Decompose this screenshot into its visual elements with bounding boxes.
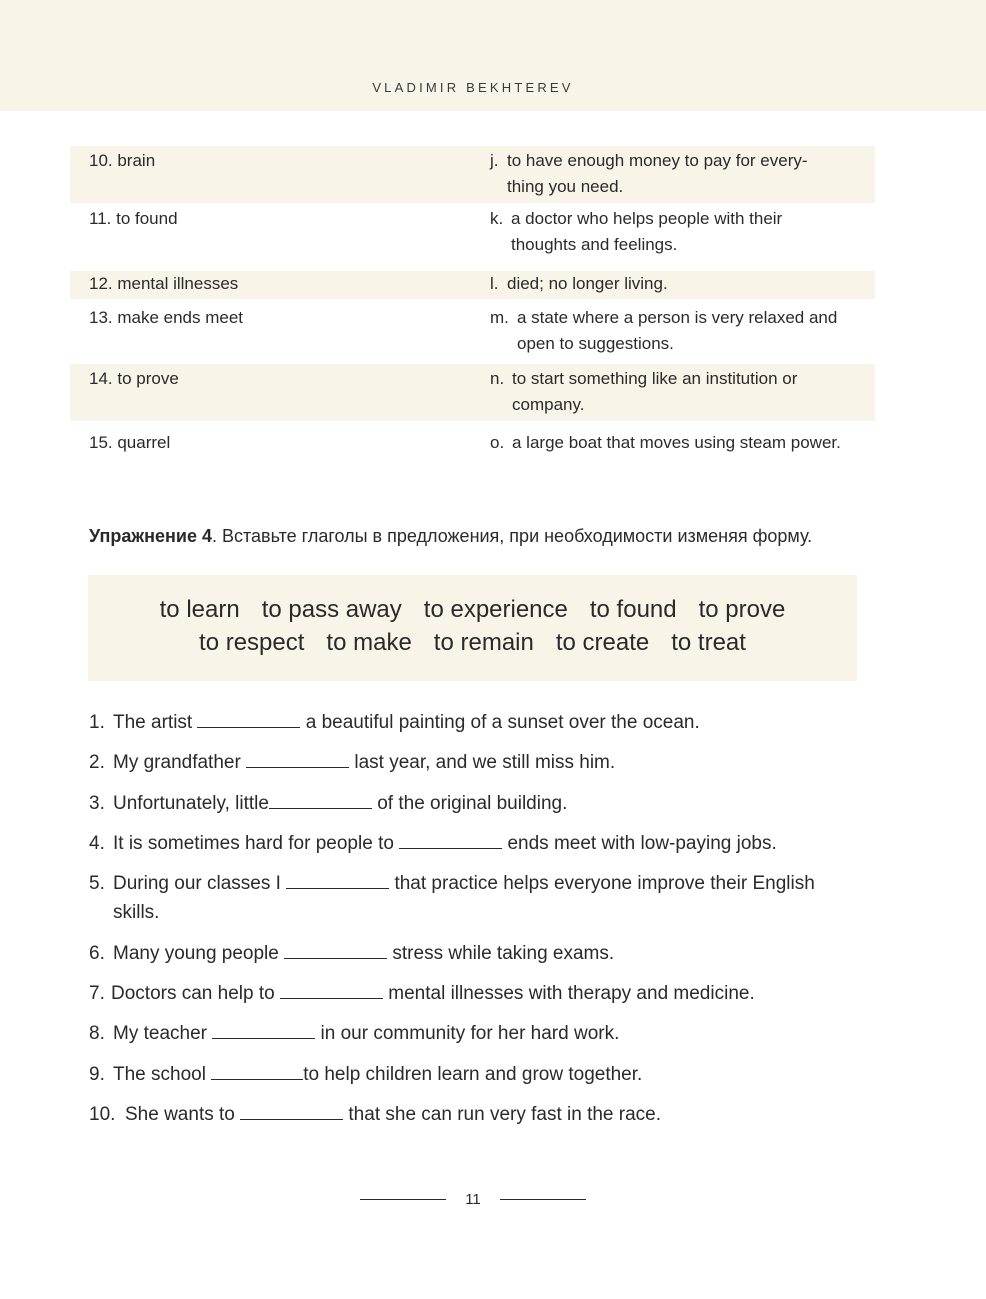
vocab-letter: l.: [490, 274, 499, 293]
sentence-item: [89, 748, 859, 777]
sentence-text-after: in our community for her hard work.: [315, 1023, 620, 1044]
sentence-text-after: stress while taking exams.: [387, 943, 615, 964]
sentence-text-after: mental illnesses with therapy and medicine.: [382, 983, 755, 1004]
vocab-term: 11. to found: [89, 209, 178, 228]
word-bank-row: [88, 626, 857, 659]
page-footer: [360, 1187, 586, 1215]
vocab-def-line: died; no longer living.: [507, 274, 668, 293]
sentence-text-after: that practice helps everyone improve their English skills.: [113, 873, 815, 923]
sentence-number: 5.: [89, 873, 105, 894]
sentence-item: [89, 1019, 859, 1048]
vocab-term: 14. to prove: [89, 369, 179, 388]
vocab-letter: j.: [490, 151, 499, 170]
answer-blank: [197, 709, 300, 728]
vocab-def-line: open to suggestions.: [517, 334, 674, 353]
sentence-text-after: that she can run very fast in the race.: [343, 1104, 662, 1125]
vocab-def-line: a doctor who helps people with their: [511, 209, 783, 228]
word-bank: [88, 575, 857, 681]
sentence-text-after: last year, and we still miss him.: [349, 752, 616, 773]
word-bank-item: to pass away: [261, 596, 402, 623]
vocab-def-line: to have enough money to pay for every-: [507, 151, 808, 170]
vocab-definition: [490, 148, 865, 200]
word-bank-item: to respect: [199, 629, 305, 656]
vocab-row: [70, 421, 875, 461]
answer-blank: [399, 830, 502, 849]
vocab-letter: o.: [490, 433, 505, 452]
header-band: [0, 0, 986, 111]
sentence-number: 7.: [89, 983, 105, 1004]
sentence-item: [89, 869, 859, 927]
exercise-heading: [89, 522, 812, 550]
sentence-number: 10.: [89, 1104, 116, 1125]
sentence-text-after: of the original building.: [371, 793, 568, 814]
answer-blank: [286, 870, 389, 889]
vocab-letter: k.: [490, 209, 504, 228]
sentence-item: [89, 1100, 859, 1129]
sentence-number: 8.: [89, 1023, 105, 1044]
vocab-term: 10. brain: [89, 151, 156, 170]
page-number: 11: [465, 1191, 481, 1208]
vocab-row: [70, 271, 875, 299]
sentence-text-after: ends meet with low-paying jobs.: [502, 833, 777, 854]
vocab-def-line: company.: [512, 395, 585, 414]
vocab-row: [70, 146, 875, 203]
answer-blank: [240, 1101, 343, 1120]
vocab-letter: m.: [490, 308, 509, 327]
sentence-text-after: to help children learn and grow together.: [303, 1064, 643, 1085]
sentence-text-before: During our classes I: [113, 873, 287, 894]
sentence-item: [89, 789, 859, 818]
vocab-term: 15. quarrel: [89, 433, 171, 452]
sentence-item: [89, 939, 859, 968]
sentence-item: [89, 979, 859, 1008]
vocab-definition: [490, 305, 865, 357]
sentence-number: 2.: [89, 752, 105, 773]
sentence-text-before: Many young people: [113, 943, 285, 964]
vocab-def-line: to start something like an institution or: [512, 369, 798, 388]
sentence-number: 9.: [89, 1064, 105, 1085]
vocab-def-line: thing you need.: [507, 177, 624, 196]
sentence-text-before: She wants to: [125, 1104, 241, 1125]
word-bank-row: [88, 593, 857, 626]
answer-blank: [211, 1061, 303, 1080]
sentence-number: 1.: [89, 712, 105, 733]
word-bank-item: to create: [555, 629, 650, 656]
word-bank-item: to prove: [698, 596, 786, 623]
vocab-term: 12. mental illnesses: [89, 274, 239, 293]
vocab-definition: [490, 430, 865, 456]
sentence-text-before: The school: [113, 1064, 212, 1085]
vocab-definition: [490, 366, 865, 418]
vocab-row: [70, 203, 875, 271]
sentence-number: 3.: [89, 793, 105, 814]
vocab-letter: n.: [490, 369, 505, 388]
answer-blank: [269, 790, 372, 809]
sentence-number: 6.: [89, 943, 105, 964]
word-bank-item: to remain: [433, 629, 534, 656]
vocab-term: 13. make ends meet: [89, 308, 244, 327]
sentence-text-after: a beautiful painting of a sunset over the ocean.: [300, 712, 700, 733]
word-bank-item: to treat: [671, 629, 746, 656]
vocab-row: [70, 364, 875, 421]
sentence-text-before: My grandfather: [113, 752, 247, 773]
word-bank-item: to learn: [159, 596, 240, 623]
sentence-text-before: It is sometimes hard for people to: [113, 833, 400, 854]
running-header-author: VLADIMIR BEKHTEREV: [372, 80, 574, 95]
answer-blank: [284, 940, 387, 959]
vocab-row: [70, 299, 875, 364]
sentence-text-before: My teacher: [113, 1023, 213, 1044]
sentence-item: [89, 708, 859, 737]
vocab-def-line: thoughts and feelings.: [511, 235, 678, 254]
answer-blank: [280, 980, 383, 999]
vocab-def-line: a large boat that moves using steam power.: [512, 433, 841, 452]
footer-rule-right: [500, 1199, 586, 1200]
sentence-text-before: The artist: [113, 712, 198, 733]
vocab-table: [70, 146, 875, 461]
answer-blank: [246, 749, 349, 768]
exercise-instruction: . Вставьте глаголы в предложения, при необходимости изменяя форму.: [212, 526, 813, 546]
answer-blank: [212, 1020, 315, 1039]
vocab-definition: [490, 271, 865, 297]
word-bank-item: to experience: [423, 596, 568, 623]
vocab-definition: [490, 206, 865, 258]
exercise-label: Упражнение 4: [89, 526, 212, 546]
sentence-item: [89, 829, 859, 858]
sentence-text-before: Unfortunately, little: [113, 793, 269, 814]
word-bank-item: to found: [589, 596, 677, 623]
sentence-item: [89, 1060, 859, 1089]
sentence-number: 4.: [89, 833, 105, 854]
sentence-text-before: Doctors can help to: [111, 983, 280, 1004]
vocab-def-line: a state where a person is very relaxed and: [517, 308, 838, 327]
word-bank-item: to make: [326, 629, 412, 656]
